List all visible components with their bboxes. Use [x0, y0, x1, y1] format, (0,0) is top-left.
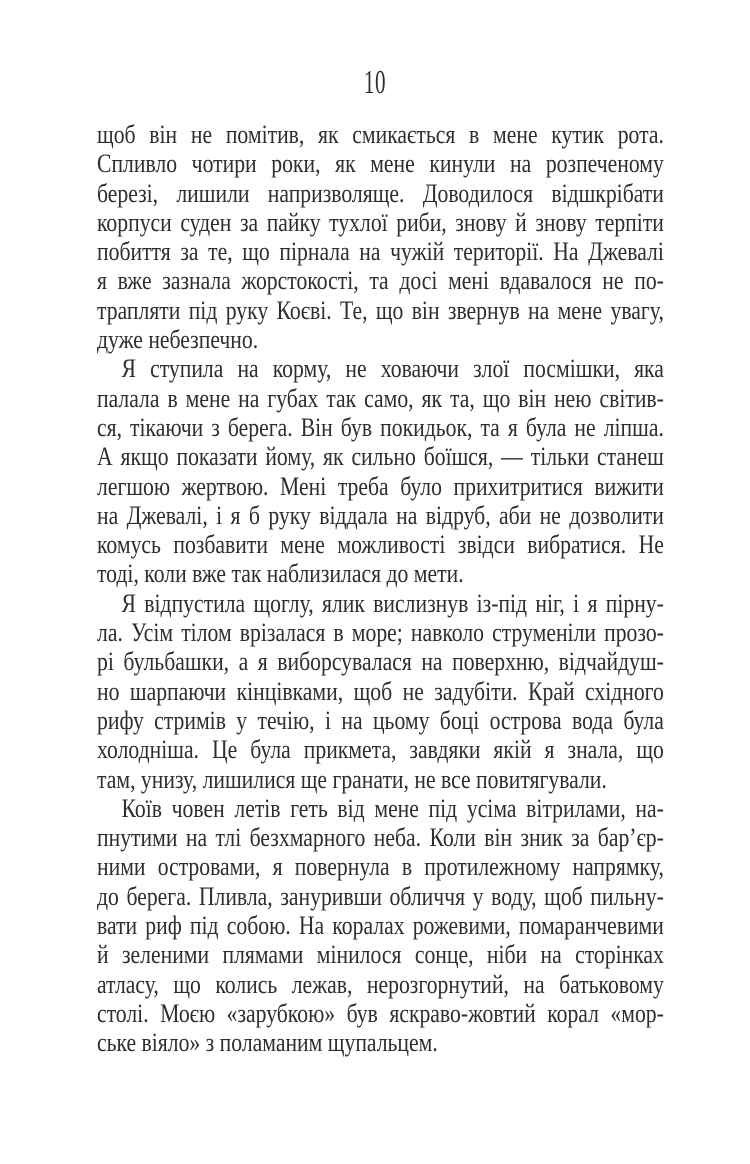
text-line: трапляти під руку Коєві. Те, що він звернув на мене увагу,: [97, 295, 664, 325]
paragraph: [97, 354, 664, 588]
text-line: тоді, коли вже так наблизилася до мети.: [97, 559, 464, 589]
text-line: й зеленими плямами мінилося сонце, ніби на сторінках: [97, 940, 664, 970]
text-line: Я ступила на корму, не ховаючи злої посмішки, яка: [121, 354, 664, 384]
text-line: там, унизу, лишилися ще гранати, не все повитягували.: [97, 764, 607, 794]
text-line: рифу стримів у течію, і на цьому боці острова вода була: [97, 705, 664, 735]
text-line: Коїв човен летів геть від мене під усіма вітрилами, на-: [121, 793, 664, 823]
text-line: ське віяло» з поламаним щупальцем.: [97, 1028, 438, 1058]
text-line: столі. Моєю «зарубкою» був яскраво-жовтий корал «мор-: [97, 998, 664, 1028]
paragraph: [97, 589, 664, 794]
text-line: легшою жертвою. Мені треба було прихитритися вижити: [97, 471, 664, 501]
text-line: вати риф під собою. На коралах рожевими, помаранчевими: [97, 911, 664, 941]
text-line: рі бульбашки, а я виборсувалася на поверхню, відчайдуш-: [97, 647, 664, 677]
body-text: [97, 120, 664, 1058]
text-line: пнутими на тлі безхмарного неба. Коли він зник за бар’єр-: [97, 823, 664, 853]
text-line: комусь позбавити мене можливості звідси вибратися. Не: [97, 530, 664, 560]
text-line: щоб він не помітив, як смикається в мене кутик рота.: [97, 120, 664, 149]
text-line: ними островами, я повернула в протилежному напрямку,: [97, 852, 664, 882]
text-line: ся, тікаючи з берега. Він був покидьок, та я була не ліпша.: [97, 412, 664, 442]
paragraph: [97, 794, 664, 1058]
text-line: я вже зазнала жорстокості, та досі мені вдавалося не по-: [97, 266, 664, 296]
text-line: палала в мене на губах так само, як та, що він нею світив-: [97, 383, 664, 413]
text-line: ла. Усім тілом врізалася в море; навколо струменіли прозо-: [97, 618, 664, 648]
paragraph: [97, 120, 664, 354]
text-line: Я відпустила щоглу, ялик вислизнув із-під ніг, і я пірну-: [121, 588, 664, 618]
text-line: на Джевалі, і я б руку віддала на відруб, аби не дозволити: [97, 500, 664, 530]
text-line: побиття за те, що пірнала на чужій території. На Джевалі: [97, 237, 664, 267]
text-line: холодніша. Це була прикмета, завдяки якій я знала, що: [97, 735, 664, 765]
page-number: 10: [363, 64, 387, 101]
text-line: Спливло чотири роки, як мене кинули на розпеченому: [97, 149, 664, 179]
text-line: А якщо показати йому, як сильно боїшся, — тільки станеш: [97, 442, 664, 472]
text-line: до берега. Пливла, зануривши обличчя у воду, щоб пильну-: [97, 881, 664, 911]
text-line: но шарпаючи кінцівками, щоб не задубіти. Край східного: [97, 676, 664, 706]
text-line: дуже небезпечно.: [97, 325, 259, 355]
text-line: атласу, що колись лежав, нерозгорнутий, на батьковому: [97, 969, 664, 999]
text-line: корпуси суден за пайку тухлої риби, знову й знову терпіти: [97, 207, 664, 237]
text-line: березі, лишили напризволяще. Доводилося відшкрібати: [97, 178, 664, 208]
